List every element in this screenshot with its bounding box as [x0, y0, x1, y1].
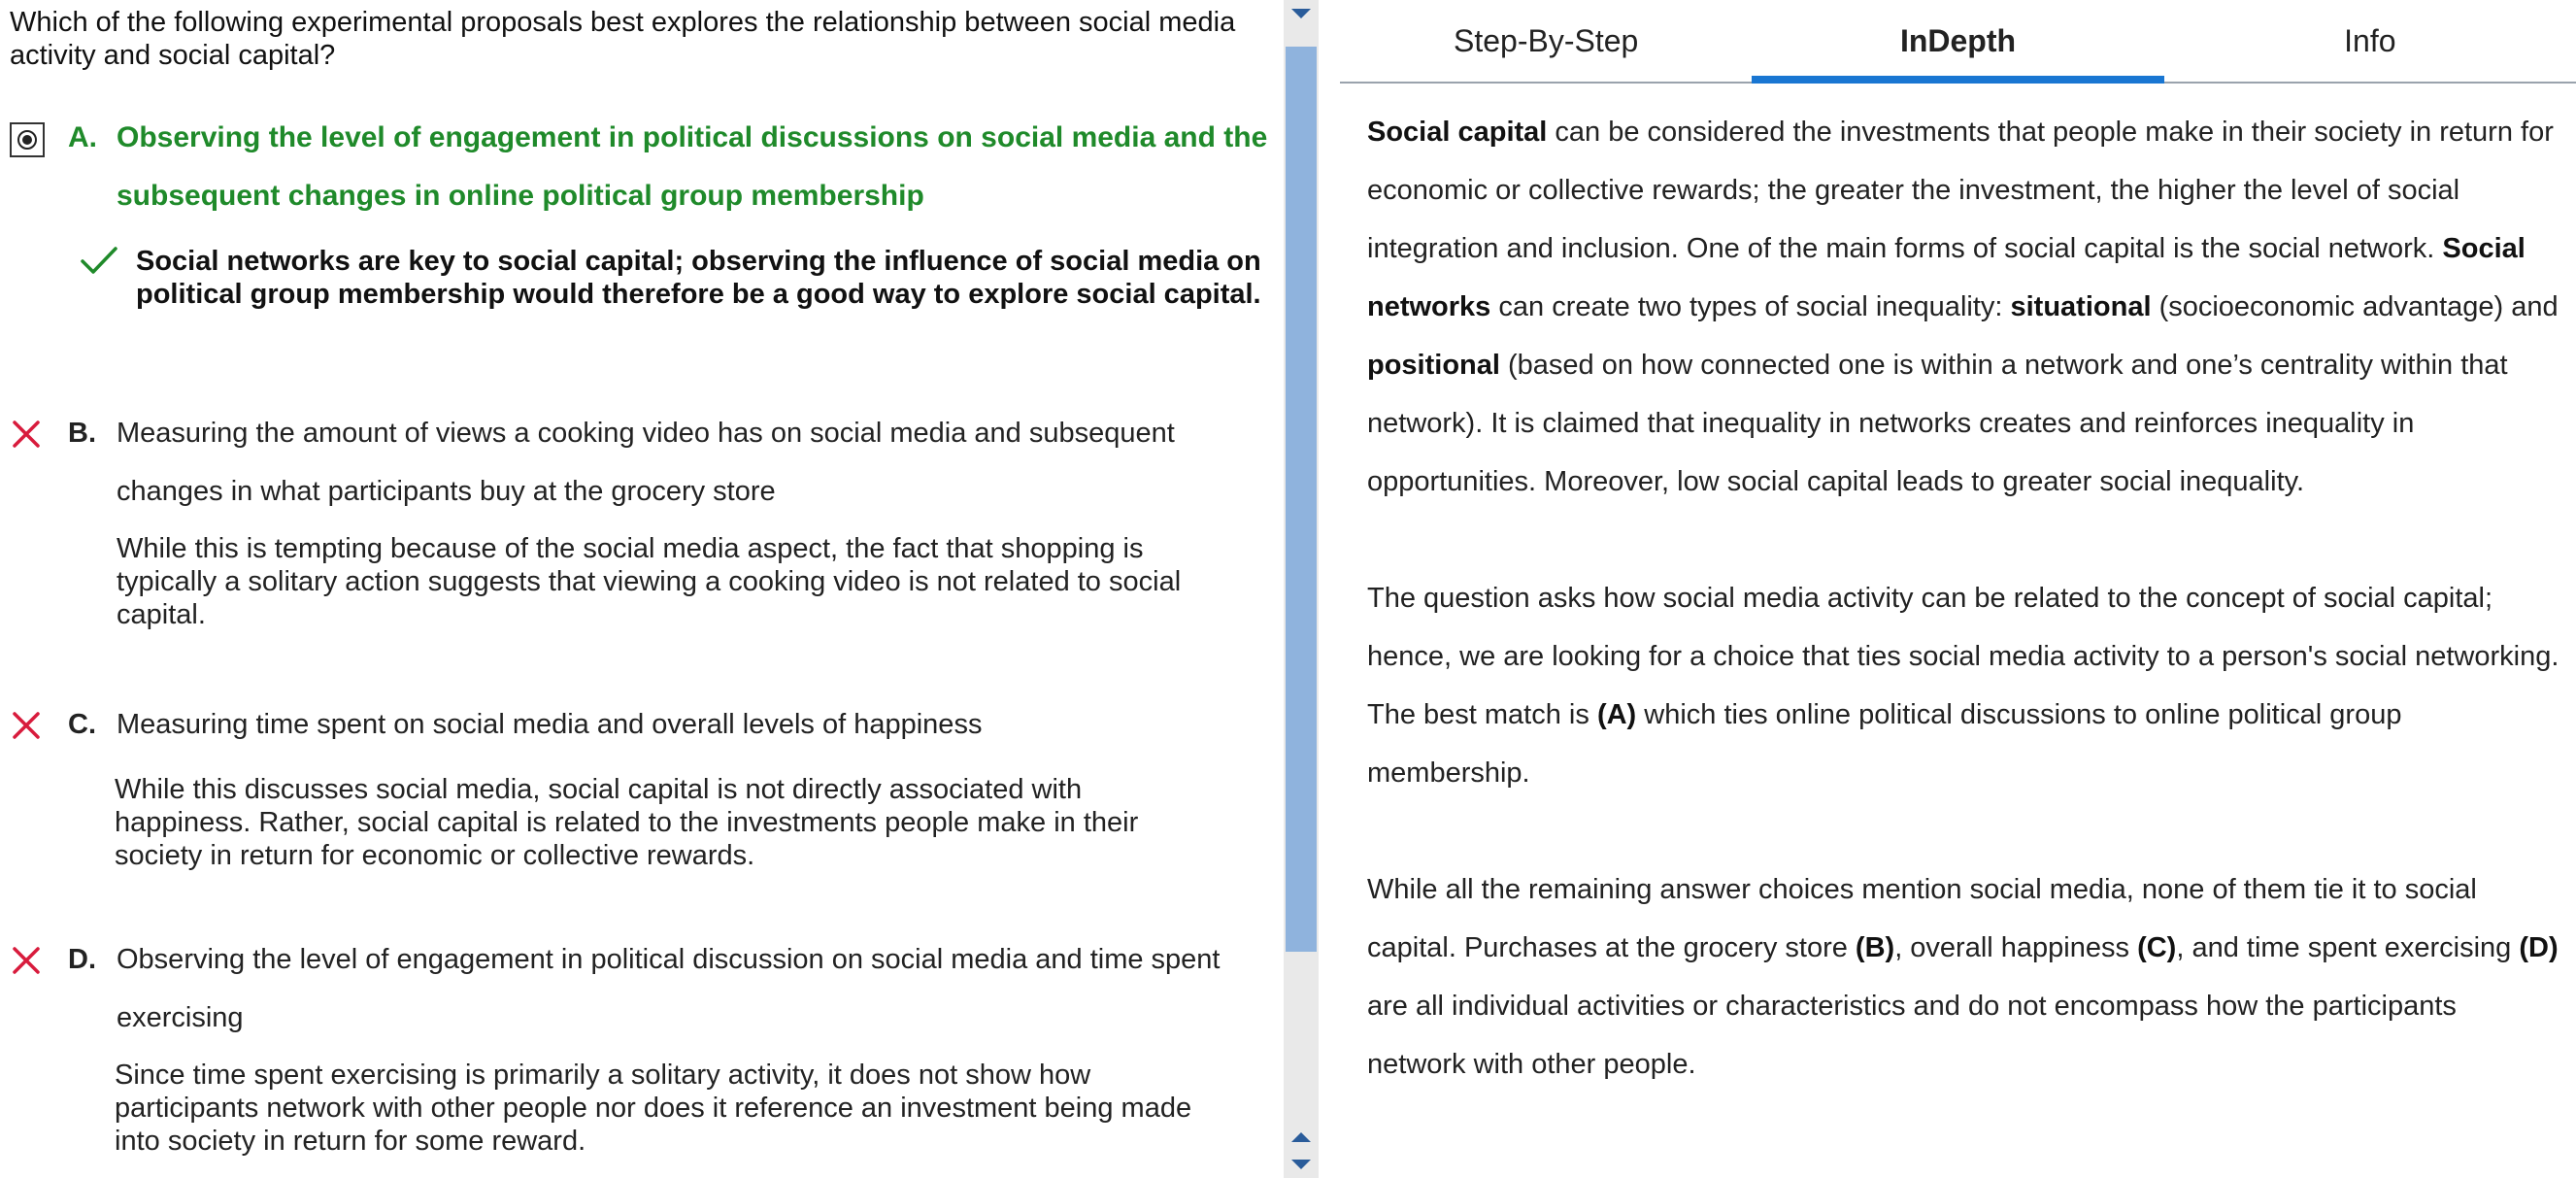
- choice-letter: C.: [68, 709, 96, 740]
- term-situational: situational: [2010, 291, 2152, 322]
- tab-step-by-step[interactable]: Step-By-Step: [1454, 22, 1639, 58]
- choice-letter: B.: [68, 418, 96, 449]
- choice-letter: A.: [68, 121, 97, 153]
- tab-indepth[interactable]: InDepth: [1752, 0, 2163, 82]
- x-icon: [12, 946, 41, 975]
- x-icon: [12, 420, 41, 449]
- choice-letter: D.: [68, 944, 96, 975]
- choice-ref-d: (D): [2519, 932, 2559, 963]
- choice-b[interactable]: [0, 404, 1272, 631]
- vertical-scrollbar[interactable]: [1284, 0, 1319, 1178]
- choice-text: Observing the level of engagement in political discussion on social media and time spent exercising: [117, 944, 1221, 1033]
- explanation-paragraph-3: While all the remaining answer choices mention social media, none of them tie it to social capital. Purchases at the grocery store (B), overall happiness (C), and time spent exercising (D) are all individual activities or characteristics and do not encompass how the participants network with other people.: [1367, 874, 2559, 1080]
- choice-ref-c: (C): [2137, 932, 2177, 963]
- explanation-panel: [1340, 0, 2576, 1178]
- explanation-paragraph-1: Social capital can be considered the investments that people make in their society in return for economic or collective rewards; the greater the investment, the higher the level of social integration and inclusion. One of the main forms of social capital is the social network. Social networks can create two types of social inequality: situational (socioeconomic advantage) and positional (based on how connected one is within a network and one’s centrality within that network). It is claimed that inequality in networks creates and reinforces inequality in opportunities. Moreover, low social capital leads to greater social inequality.: [1367, 117, 2559, 497]
- checkmark-icon: [80, 245, 118, 276]
- tab-bar: [1340, 0, 2576, 84]
- term-social-capital: Social capital: [1367, 117, 1548, 148]
- choice-ref-a: (A): [1596, 699, 1637, 730]
- choice-text: Observing the level of engagement in political discussions on social media and the subsequent changes in online political group membership: [117, 121, 1268, 212]
- tab-info[interactable]: Info: [2344, 22, 2396, 58]
- explanation-paragraph-2: The question asks how social media activity can be related to the concept of social capital; hence, we are looking for a choice that ties social media activity to a person's social networking. The best match is (A) which ties online political discussions to online political group membership.: [1367, 583, 2559, 789]
- choice-text: Measuring time spent on social media and overall levels of happiness: [117, 709, 983, 740]
- term-social-networks: Social networks: [1367, 233, 2526, 322]
- choice-d[interactable]: [0, 930, 1272, 1158]
- choice-explanation: Social networks are key to social capital; observing the influence of social media on political group membership would therefore be a good way to explore social capital.: [136, 246, 1261, 310]
- choice-a[interactable]: [0, 109, 1272, 311]
- choice-ref-b: (B): [1855, 932, 1895, 963]
- choice-explanation: While this is tempting because of the social media aspect, the fact that shopping is typically a solitary action suggests that viewing a cooking video is not related to social capital.: [117, 533, 1182, 630]
- question-text: Which of the following experimental proposals best explores the relationship between social media activity and social capital?: [10, 7, 1236, 71]
- scrollbar-thumb[interactable]: [1286, 47, 1317, 952]
- scroll-down-arrow-icon[interactable]: [1284, 1152, 1319, 1177]
- question-pane: [0, 0, 1284, 1178]
- choice-text: Measuring the amount of views a cooking video has on social media and subsequent changes in what participants buy at the grocery store: [117, 418, 1175, 507]
- term-positional: positional: [1367, 350, 1500, 381]
- choice-explanation: Since time spent exercising is primarily a solitary activity, it does not show how participants network with other people nor does it reference an investment being made into society in return for some reward.: [115, 1060, 1192, 1157]
- choice-explanation: While this discusses social media, social capital is not directly associated with happiness. Rather, social capital is related to the investments people make in their society in return for economic or collective rewards.: [115, 774, 1139, 871]
- choice-c[interactable]: [0, 695, 1272, 872]
- radio-selected-icon[interactable]: [10, 122, 45, 157]
- scroll-up-arrow-icon[interactable]: [1284, 0, 1319, 25]
- scroll-up-arrow-icon[interactable]: [1284, 1125, 1319, 1150]
- x-icon: [12, 711, 41, 740]
